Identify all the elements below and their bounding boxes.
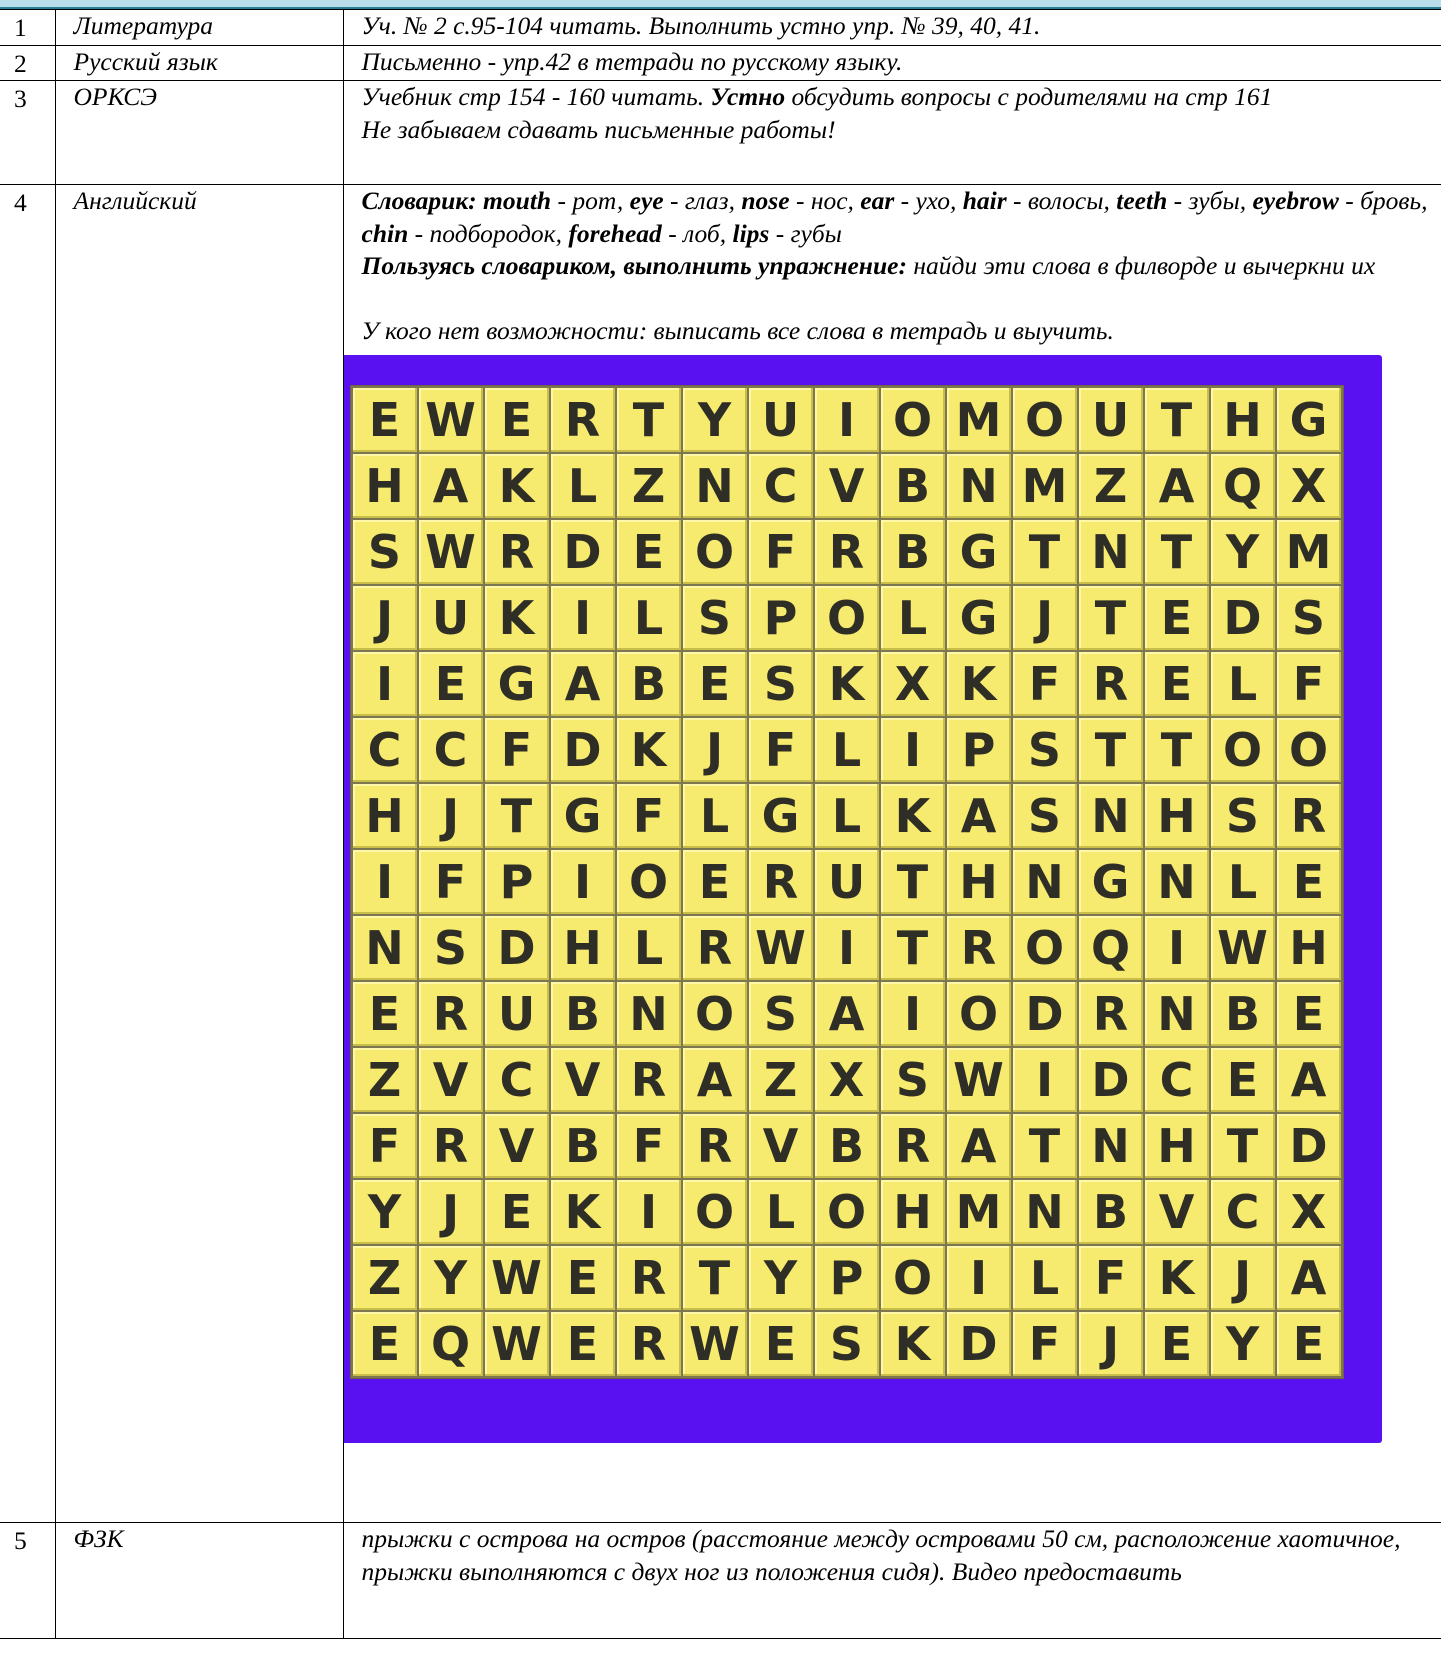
grid-cell: F	[617, 784, 681, 848]
grid-cell: O	[815, 586, 879, 650]
grid-cell: D	[551, 718, 615, 782]
grid-cell: D	[947, 1312, 1011, 1376]
grid-cell: C	[749, 454, 813, 518]
table-row	[0, 1523, 1441, 1639]
grid-cell: W	[947, 1048, 1011, 1112]
grid-cell: U	[485, 982, 549, 1046]
word-search-puzzle	[343, 355, 1382, 1443]
grid-cell: E	[551, 1246, 615, 1310]
grid-cell: T	[1013, 1114, 1077, 1178]
grid-cell: G	[947, 586, 1011, 650]
grid-cell: I	[353, 850, 417, 914]
grid-cell: R	[1079, 652, 1143, 716]
grid-cell: N	[353, 916, 417, 980]
grid-cell: G	[1277, 388, 1341, 452]
grid-cell: T	[881, 916, 945, 980]
vocab-word-en: hair	[962, 186, 1007, 215]
grid-cell: R	[419, 1114, 483, 1178]
grid-cell: V	[551, 1048, 615, 1112]
grid-cell: Y	[683, 388, 747, 452]
grid-cell: N	[947, 454, 1011, 518]
grid-cell: M	[947, 1180, 1011, 1244]
grid-cell: R	[815, 520, 879, 584]
grid-cell: E	[485, 1180, 549, 1244]
vocab-word-en: mouth	[483, 186, 552, 215]
grid-cell: W	[419, 520, 483, 584]
grid-cell: C	[485, 1048, 549, 1112]
grid-cell: A	[815, 982, 879, 1046]
grid-cell: K	[881, 784, 945, 848]
grid-cell: F	[353, 1114, 417, 1178]
grid-cell: I	[947, 1246, 1011, 1310]
grid-cell: O	[683, 520, 747, 584]
vocab-word-en: ear	[860, 186, 895, 215]
grid-cell: E	[1277, 1312, 1341, 1376]
grid-cell: Y	[1211, 520, 1275, 584]
grid-cell: R	[749, 850, 813, 914]
grid-cell: L	[617, 916, 681, 980]
vocab-word-ru: подбородок	[429, 218, 556, 248]
row-number: 2	[0, 45, 55, 81]
grid-cell: P	[485, 850, 549, 914]
grid-cell: F	[617, 1114, 681, 1178]
grid-cell: N	[1013, 1180, 1077, 1244]
grid-cell: B	[551, 982, 615, 1046]
grid-cell: T	[683, 1246, 747, 1310]
grid-cell: E	[551, 1312, 615, 1376]
grid-cell: M	[947, 388, 1011, 452]
grid-cell: J	[419, 784, 483, 848]
grid-cell: F	[419, 850, 483, 914]
grid-cell: D	[1079, 1048, 1143, 1112]
row-number: 1	[0, 10, 55, 46]
grid-cell: I	[617, 1180, 681, 1244]
grid-cell: S	[353, 520, 417, 584]
grid-cell: S	[683, 586, 747, 650]
grid-cell: T	[1145, 520, 1209, 584]
grid-cell: K	[617, 718, 681, 782]
grid-cell: B	[881, 520, 945, 584]
subject-cell: Английский	[55, 185, 343, 1523]
vocab-word-en: nose	[741, 186, 790, 215]
grid-cell: V	[815, 454, 879, 518]
grid-cell: E	[1145, 586, 1209, 650]
grid-cell: J	[1079, 1312, 1143, 1376]
grid-cell: S	[749, 652, 813, 716]
assignment-cell: Уч. № 2 с.95-104 читать. Выполнить устно упр. № 39, 40, 41.	[343, 10, 1441, 46]
grid-cell: S	[419, 916, 483, 980]
vocab-word-ru: бровь	[1360, 186, 1422, 215]
grid-cell: D	[1211, 586, 1275, 650]
grid-cell: F	[749, 718, 813, 782]
grid-cell: A	[683, 1048, 747, 1112]
grid-cell: S	[881, 1048, 945, 1112]
subject-cell: ФЗК	[55, 1523, 343, 1639]
grid-cell: E	[1277, 850, 1341, 914]
grid-cell: R	[683, 916, 747, 980]
grid-cell: L	[1211, 850, 1275, 914]
grid-cell: A	[419, 454, 483, 518]
grid-cell: T	[1013, 520, 1077, 584]
grid-cell: R	[881, 1114, 945, 1178]
grid-cell: A	[947, 1114, 1011, 1178]
grid-cell: E	[1145, 1312, 1209, 1376]
grid-cell: O	[881, 1246, 945, 1310]
grid-cell: R	[1277, 784, 1341, 848]
grid-cell: P	[749, 586, 813, 650]
grid-cell: K	[881, 1312, 945, 1376]
grid-cell: R	[683, 1114, 747, 1178]
vocab-word-en: forehead	[568, 218, 662, 248]
assignment-cell	[343, 81, 1441, 185]
grid-cell: H	[1277, 916, 1341, 980]
vocab-word-ru: нос	[810, 186, 848, 215]
grid-cell: I	[881, 982, 945, 1046]
grid-cell: W	[749, 916, 813, 980]
grid-cell: A	[551, 652, 615, 716]
grid-cell: X	[1277, 454, 1341, 518]
grid-cell: M	[1277, 520, 1341, 584]
table-row	[0, 10, 1441, 46]
table-row	[0, 81, 1441, 185]
grid-cell: T	[1145, 388, 1209, 452]
grid-cell: Q	[1211, 454, 1275, 518]
grid-cell: N	[617, 982, 681, 1046]
row-number: 5	[0, 1523, 55, 1639]
grid-cell: R	[551, 388, 615, 452]
grid-cell: I	[551, 850, 615, 914]
vocab-word-ru: зубы	[1188, 186, 1240, 215]
row-number: 3	[0, 81, 55, 185]
grid-cell: C	[1211, 1180, 1275, 1244]
grid-cell: F	[1277, 652, 1341, 716]
vocabulary-list: Словарик: mouth - рот, eye - глаз, nose - нос, ear - ухо, hair - волосы, teeth - зубы, eyebrow - бровь, chin - подбородок, forehead - лоб, lips - губы	[361, 186, 1428, 248]
grid-cell: S	[1211, 784, 1275, 848]
assignment-cell: Письменно - упр.42 в тетради по русскому языку.	[343, 45, 1441, 81]
grid-cell: I	[551, 586, 615, 650]
grid-cell: V	[1145, 1180, 1209, 1244]
grid-cell: L	[551, 454, 615, 518]
grid-cell: I	[353, 652, 417, 716]
vocab-word-en: chin	[361, 218, 409, 248]
grid-cell: W	[485, 1312, 549, 1376]
grid-cell: T	[1211, 1114, 1275, 1178]
vocab-word-ru: рот	[572, 186, 617, 215]
grid-cell: B	[881, 454, 945, 518]
grid-cell: O	[815, 1180, 879, 1244]
grid-cell: K	[485, 454, 549, 518]
grid-cell: U	[749, 388, 813, 452]
grid-cell: J	[1211, 1246, 1275, 1310]
grid-cell: L	[815, 718, 879, 782]
grid-cell: Y	[419, 1246, 483, 1310]
assignment-text: Учебник стр 154 - 160 читать. Устно обсудить вопросы с родителями на стр 161	[361, 82, 1273, 111]
task-text: Пользуясь словариком, выполнить упражнение: найди эти слова в филворде и вычеркни их	[361, 251, 1376, 280]
grid-cell: I	[1013, 1048, 1077, 1112]
grid-cell: L	[617, 586, 681, 650]
grid-cell: R	[617, 1048, 681, 1112]
grid-cell: R	[485, 520, 549, 584]
grid-cell: V	[485, 1114, 549, 1178]
grid-cell: O	[1211, 718, 1275, 782]
grid-cell: Z	[353, 1048, 417, 1112]
grid-cell: T	[617, 388, 681, 452]
grid-cell: I	[1145, 916, 1209, 980]
grid-cell: E	[683, 850, 747, 914]
grid-cell: H	[353, 454, 417, 518]
alternative-task: У кого нет возможности: выписать все слова в тетрадь и выучить.	[361, 315, 1114, 345]
grid-cell: I	[815, 916, 879, 980]
row-number: 4	[0, 185, 55, 1523]
subject-cell: Русский язык	[55, 45, 343, 81]
grid-cell: R	[419, 982, 483, 1046]
grid-cell: N	[1079, 520, 1143, 584]
grid-cell: R	[617, 1246, 681, 1310]
grid-cell: U	[1079, 388, 1143, 452]
grid-cell: Z	[749, 1048, 813, 1112]
vocab-word-en: lips	[732, 218, 770, 248]
grid-cell: A	[947, 784, 1011, 848]
homework-table	[0, 9, 1441, 1639]
grid-cell: S	[749, 982, 813, 1046]
grid-cell: B	[1079, 1180, 1143, 1244]
grid-cell: N	[1079, 784, 1143, 848]
grid-cell: E	[1211, 1048, 1275, 1112]
grid-cell: V	[419, 1048, 483, 1112]
grid-cell: G	[749, 784, 813, 848]
grid-cell: W	[485, 1246, 549, 1310]
grid-cell: Z	[617, 454, 681, 518]
vocab-word-ru: волосы	[1027, 186, 1104, 215]
grid-cell: R	[947, 916, 1011, 980]
grid-cell: N	[1079, 1114, 1143, 1178]
grid-cell: G	[1079, 850, 1143, 914]
grid-cell: U	[815, 850, 879, 914]
grid-cell: N	[1013, 850, 1077, 914]
grid-cell: C	[1145, 1048, 1209, 1112]
grid-cell: W	[1211, 916, 1275, 980]
grid-cell: E	[353, 982, 417, 1046]
grid-cell: L	[749, 1180, 813, 1244]
grid-cell: N	[1145, 850, 1209, 914]
grid-cell: N	[1145, 982, 1209, 1046]
grid-cell: T	[485, 784, 549, 848]
grid-cell: V	[749, 1114, 813, 1178]
grid-cell: I	[815, 388, 879, 452]
grid-cell: F	[485, 718, 549, 782]
grid-cell: I	[881, 718, 945, 782]
grid-cell: T	[1079, 586, 1143, 650]
grid-cell: M	[1013, 454, 1077, 518]
grid-cell: S	[1013, 784, 1077, 848]
vocab-word-ru: глаз	[684, 186, 729, 215]
table-row	[0, 185, 1441, 1523]
grid-cell: K	[1145, 1246, 1209, 1310]
grid-cell: J	[419, 1180, 483, 1244]
grid-cell: C	[419, 718, 483, 782]
grid-cell: D	[1277, 1114, 1341, 1178]
grid-cell: E	[353, 388, 417, 452]
grid-cell: K	[485, 586, 549, 650]
grid-cell: P	[815, 1246, 879, 1310]
grid-cell: A	[1277, 1048, 1341, 1112]
grid-cell: L	[683, 784, 747, 848]
grid-cell: J	[683, 718, 747, 782]
vocab-word-ru: лоб	[683, 218, 720, 248]
grid-cell: R	[1079, 982, 1143, 1046]
assignment-cell	[343, 185, 1441, 1523]
grid-cell: T	[881, 850, 945, 914]
grid-cell: P	[947, 718, 1011, 782]
grid-cell: E	[1277, 982, 1341, 1046]
grid-cell: Y	[749, 1246, 813, 1310]
grid-cell: Q	[1079, 916, 1143, 980]
grid-cell: A	[1145, 454, 1209, 518]
vocab-word-ru: губы	[790, 218, 842, 248]
grid-cell: H	[881, 1180, 945, 1244]
vocab-word-en: eye	[629, 186, 664, 215]
subject-cell: Литература	[55, 10, 343, 46]
grid-cell: H	[1145, 784, 1209, 848]
grid-cell: B	[1211, 982, 1275, 1046]
grid-cell: K	[551, 1180, 615, 1244]
grid-cell: Z	[1079, 454, 1143, 518]
grid-cell: S	[1013, 718, 1077, 782]
grid-cell: H	[1211, 388, 1275, 452]
grid-cell: O	[947, 982, 1011, 1046]
grid-cell: D	[551, 520, 615, 584]
grid-cell: H	[1145, 1114, 1209, 1178]
grid-cell: O	[683, 1180, 747, 1244]
grid-cell: L	[1211, 652, 1275, 716]
grid-cell: H	[947, 850, 1011, 914]
grid-cell: X	[881, 652, 945, 716]
grid-cell: L	[815, 784, 879, 848]
grid-cell: G	[485, 652, 549, 716]
grid-cell: B	[551, 1114, 615, 1178]
grid-cell: B	[617, 652, 681, 716]
grid-cell: Q	[419, 1312, 483, 1376]
assignment-cell: прыжки с острова на остров (расстояние между островами 50 см, расположение хаотичное, прыжки выполняются с двух ног из положения сидя). Видео предоставить	[343, 1523, 1441, 1639]
grid-cell: D	[485, 916, 549, 980]
grid-cell: E	[485, 388, 549, 452]
grid-cell: S	[815, 1312, 879, 1376]
grid-cell: W	[683, 1312, 747, 1376]
grid-cell: E	[1145, 652, 1209, 716]
grid-cell: Y	[1211, 1312, 1275, 1376]
grid-cell: T	[1079, 718, 1143, 782]
grid-cell: J	[353, 586, 417, 650]
grid-cell: B	[815, 1114, 879, 1178]
grid-cell: T	[1145, 718, 1209, 782]
vocab-word-en: teeth	[1116, 186, 1168, 215]
grid-cell: G	[551, 784, 615, 848]
grid-cell: F	[749, 520, 813, 584]
grid-cell: R	[617, 1312, 681, 1376]
grid-cell: U	[419, 586, 483, 650]
vocab-word-ru: ухо	[915, 186, 950, 215]
vocab-word-en: eyebrow	[1252, 186, 1339, 215]
reminder-text: Не забываем сдавать письменные работы!	[361, 114, 836, 144]
grid-cell: F	[1013, 1312, 1077, 1376]
grid-cell: S	[1277, 586, 1341, 650]
grid-cell: O	[1013, 388, 1077, 452]
grid-cell: E	[419, 652, 483, 716]
grid-cell: O	[1013, 916, 1077, 980]
table-row	[0, 45, 1441, 81]
grid-cell: L	[1013, 1246, 1077, 1310]
grid-cell: J	[1013, 586, 1077, 650]
grid-cell: E	[749, 1312, 813, 1376]
grid-cell: G	[947, 520, 1011, 584]
grid-cell: K	[947, 652, 1011, 716]
grid-cell: O	[617, 850, 681, 914]
grid-cell: N	[683, 454, 747, 518]
grid-cell: X	[815, 1048, 879, 1112]
grid-cell: O	[683, 982, 747, 1046]
grid-cell: Z	[353, 1246, 417, 1310]
grid-cell: A	[1277, 1246, 1341, 1310]
grid-cell: F	[1013, 652, 1077, 716]
grid-cell: Y	[353, 1180, 417, 1244]
word-search-grid	[350, 385, 1344, 1379]
grid-cell: H	[551, 916, 615, 980]
grid-cell: W	[419, 388, 483, 452]
grid-cell: E	[683, 652, 747, 716]
top-border	[0, 0, 1441, 9]
grid-cell: D	[1013, 982, 1077, 1046]
grid-cell: K	[815, 652, 879, 716]
grid-cell: L	[881, 586, 945, 650]
grid-cell: C	[353, 718, 417, 782]
grid-cell: O	[881, 388, 945, 452]
grid-cell: H	[353, 784, 417, 848]
grid-cell: X	[1277, 1180, 1341, 1244]
grid-cell: F	[1079, 1246, 1143, 1310]
grid-cell: E	[353, 1312, 417, 1376]
grid-cell: O	[1277, 718, 1341, 782]
grid-cell: E	[617, 520, 681, 584]
subject-cell: ОРКСЭ	[55, 81, 343, 185]
